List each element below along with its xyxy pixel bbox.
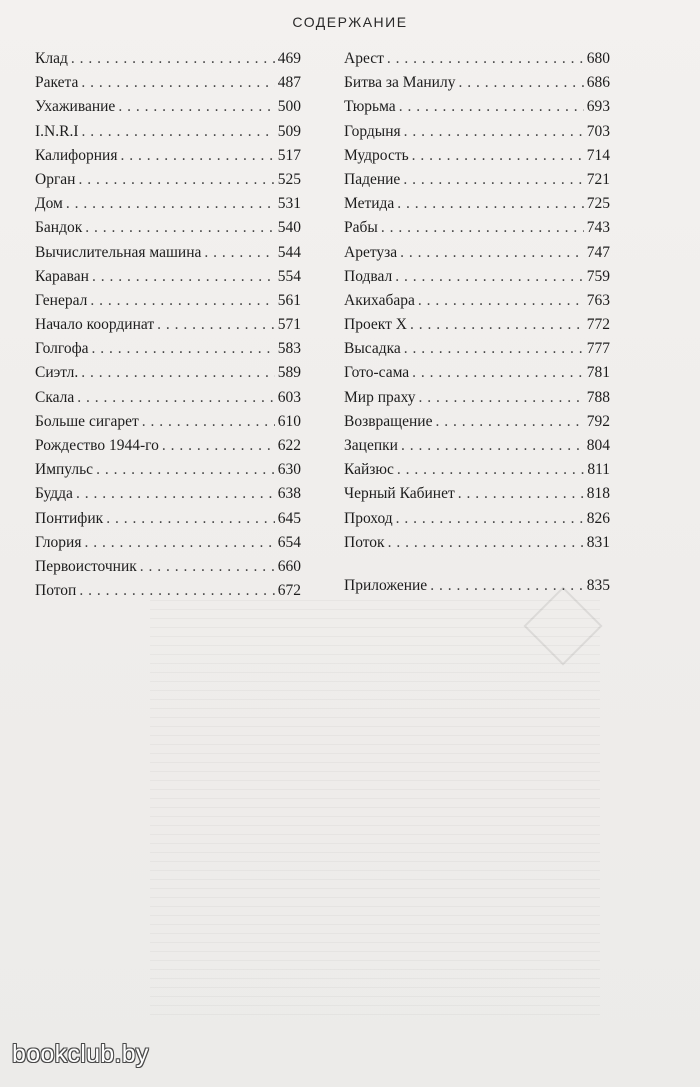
toc-entry bbox=[344, 337, 610, 361]
toc-entry-page-number: 500 bbox=[277, 98, 301, 116]
toc-entry-title: Приложение bbox=[344, 576, 428, 594]
toc-entry-title: Голгофа bbox=[35, 340, 89, 358]
toc-entry-title: Начало координат bbox=[35, 316, 155, 334]
toc-dot-leader bbox=[92, 337, 275, 361]
toc-entry-title: Первоисточник bbox=[35, 557, 137, 575]
toc-dot-leader bbox=[81, 71, 274, 95]
toc-entry bbox=[35, 555, 301, 579]
toc-entry bbox=[35, 313, 301, 337]
toc-dot-leader bbox=[81, 120, 274, 144]
toc-entry-page-number: 680 bbox=[586, 50, 610, 67]
toc-entry bbox=[35, 241, 301, 265]
toc-entry-title: Рождество 1944-го bbox=[35, 437, 159, 454]
toc-entry-page-number: 714 bbox=[586, 146, 610, 164]
toc-dot-leader bbox=[76, 482, 275, 506]
toc-dot-leader bbox=[401, 434, 584, 458]
toc-entry-page-number: 540 bbox=[277, 219, 301, 237]
toc-entry-page-number: 818 bbox=[586, 485, 610, 503]
toc-entry-title: Мудрость bbox=[344, 146, 409, 164]
toc-dot-leader bbox=[71, 47, 275, 71]
toc-entry-page-number: 509 bbox=[277, 122, 301, 140]
toc-entry-page-number: 693 bbox=[586, 98, 610, 116]
toc-entry bbox=[35, 168, 301, 192]
toc-entry-title: I.N.R.I bbox=[35, 122, 79, 140]
toc-entry bbox=[344, 361, 610, 385]
toc-entry-title: Понтифик bbox=[35, 509, 104, 527]
toc-dot-leader bbox=[397, 458, 584, 482]
toc-entry-title: Калифорния bbox=[35, 146, 118, 164]
toc-entry-title: Клад bbox=[35, 50, 68, 67]
toc-dot-leader bbox=[387, 47, 584, 71]
toc-entry bbox=[35, 434, 301, 458]
toc-entry-page-number: 703 bbox=[586, 122, 610, 140]
toc-entry bbox=[344, 47, 610, 71]
toc-entry-title: Рабы bbox=[344, 219, 378, 237]
toc-entry bbox=[35, 71, 301, 95]
toc-entry bbox=[35, 265, 301, 289]
toc-entry bbox=[35, 120, 301, 144]
toc-entry bbox=[35, 579, 301, 603]
toc-entry bbox=[35, 410, 301, 434]
toc-dot-leader bbox=[120, 144, 274, 168]
toc-entry-page-number: 763 bbox=[586, 291, 610, 309]
toc-entry-title: Акихабара bbox=[344, 291, 415, 309]
toc-dot-leader bbox=[418, 289, 584, 313]
toc-dot-leader bbox=[204, 241, 274, 265]
toc-entry-title: Черный Кабинет bbox=[344, 485, 455, 503]
toc-entry-page-number: 638 bbox=[277, 485, 301, 503]
toc-dot-leader bbox=[397, 192, 583, 216]
toc-entry-title: Поток bbox=[344, 533, 385, 551]
toc-entry-page-number: 525 bbox=[277, 170, 301, 188]
toc-entry-page-number: 788 bbox=[586, 388, 610, 406]
toc-entry-title: Гото-сама bbox=[344, 364, 410, 382]
toc-entry-title: Проход bbox=[344, 509, 393, 527]
toc-dot-leader bbox=[458, 71, 583, 95]
toc-entry bbox=[344, 192, 610, 216]
toc-entry bbox=[344, 531, 610, 555]
toc-entry-title: Сиэтл. bbox=[35, 364, 79, 382]
toc-entry-title: Орган bbox=[35, 170, 76, 188]
toc-entry bbox=[344, 410, 610, 434]
toc-entry-page-number: 654 bbox=[277, 533, 301, 551]
toc-entry-page-number: 831 bbox=[586, 533, 610, 551]
toc-entry-page-number: 660 bbox=[277, 557, 301, 575]
toc-entry-title: Больше сигарет bbox=[35, 412, 139, 430]
toc-entry bbox=[35, 458, 301, 482]
toc-entry bbox=[344, 313, 610, 337]
toc-entry-page-number: 622 bbox=[277, 437, 301, 454]
toc-entry-title: Будда bbox=[35, 485, 73, 503]
toc-entry bbox=[344, 95, 610, 119]
toc-entry bbox=[344, 289, 610, 313]
toc-dot-leader bbox=[92, 265, 275, 289]
toc-left-column bbox=[35, 47, 301, 603]
toc-entry-title: Метида bbox=[344, 195, 395, 213]
toc-dot-leader bbox=[435, 410, 583, 434]
toc-entry bbox=[344, 507, 610, 531]
toc-dot-leader bbox=[404, 120, 584, 144]
toc-heading: СОДЕРЖАНИЕ bbox=[292, 14, 408, 30]
toc-entry bbox=[344, 434, 610, 458]
toc-dot-leader bbox=[79, 579, 274, 603]
toc-entry-page-number: 777 bbox=[586, 340, 610, 358]
toc-entry bbox=[344, 265, 610, 289]
toc-dot-leader bbox=[90, 289, 274, 313]
toc-entry-page-number: 469 bbox=[277, 50, 301, 67]
toc-entry-page-number: 686 bbox=[586, 74, 610, 92]
toc-entry bbox=[344, 144, 610, 168]
toc-entry bbox=[35, 192, 301, 216]
toc-dot-leader bbox=[458, 482, 584, 506]
toc-entry-page-number: 603 bbox=[277, 388, 301, 406]
toc-entry-page-number: 772 bbox=[586, 316, 610, 334]
toc-entry-title: Высадка bbox=[344, 340, 401, 358]
toc-entry bbox=[35, 216, 301, 240]
toc-entry-title: Гордыня bbox=[344, 122, 401, 140]
toc-entry-page-number: 747 bbox=[586, 243, 610, 261]
toc-entry bbox=[35, 144, 301, 168]
toc-dot-leader bbox=[412, 361, 584, 385]
toc-entry-page-number: 721 bbox=[586, 170, 610, 188]
toc-dot-leader bbox=[81, 361, 274, 385]
toc-entry-page-number: 725 bbox=[586, 195, 610, 213]
toc-entry-page-number: 487 bbox=[277, 74, 301, 92]
toc-entry bbox=[344, 241, 610, 265]
toc-entry bbox=[344, 386, 610, 410]
toc-entry-page-number: 672 bbox=[277, 582, 301, 600]
toc-entry-title: Аретуза bbox=[344, 243, 398, 261]
toc-entry-page-number: 610 bbox=[277, 412, 301, 430]
toc-entry bbox=[344, 458, 610, 482]
toc-entry bbox=[35, 482, 301, 506]
toc-entry bbox=[35, 361, 301, 385]
toc-dot-leader bbox=[403, 168, 583, 192]
site-watermark: bookclub.by bbox=[12, 1040, 149, 1068]
toc-dot-leader bbox=[142, 410, 275, 434]
toc-entry-title: Битва за Манилу bbox=[344, 74, 456, 92]
toc-entry-title: Импульс bbox=[35, 461, 94, 479]
toc-entry bbox=[344, 71, 610, 95]
toc-entry-page-number: 531 bbox=[277, 195, 301, 213]
toc-entry bbox=[35, 386, 301, 410]
toc-entry bbox=[344, 482, 610, 506]
toc-entry bbox=[344, 574, 610, 598]
toc-entry bbox=[344, 168, 610, 192]
toc-entry-page-number: 792 bbox=[586, 412, 610, 430]
toc-entry-title: Зацепки bbox=[344, 437, 398, 454]
toc-dot-leader bbox=[381, 216, 584, 240]
toc-entry bbox=[35, 47, 301, 71]
toc-entry-title: Арест bbox=[344, 50, 384, 67]
toc-entry-title: Потоп bbox=[35, 582, 77, 600]
toc-entry-title: Проект Х bbox=[344, 316, 407, 334]
toc-entry-page-number: 826 bbox=[586, 509, 610, 527]
toc-entry-page-number: 804 bbox=[586, 437, 610, 454]
toc-entry-title: Падение bbox=[344, 170, 401, 188]
toc-dot-leader bbox=[404, 337, 584, 361]
toc-dot-leader bbox=[157, 313, 275, 337]
toc-entry-title: Генерал bbox=[35, 291, 88, 309]
toc-dot-leader bbox=[430, 574, 584, 598]
toc-entry bbox=[35, 507, 301, 531]
toc-dot-leader bbox=[66, 192, 275, 216]
toc-right-column bbox=[344, 47, 610, 598]
toc-entry-page-number: 645 bbox=[277, 509, 301, 527]
toc-dot-leader bbox=[388, 531, 584, 555]
toc-dot-leader bbox=[84, 531, 274, 555]
toc-entry-page-number: 781 bbox=[586, 364, 610, 382]
toc-entry-title: Ракета bbox=[35, 74, 79, 92]
toc-entry-title: Подвал bbox=[344, 267, 393, 285]
toc-entry-title: Мир праху bbox=[344, 388, 416, 406]
toc-dot-leader bbox=[162, 434, 275, 458]
toc-entry bbox=[35, 289, 301, 313]
toc-entry-page-number: 835 bbox=[586, 576, 610, 594]
toc-entry-title: Кайзюс bbox=[344, 461, 394, 479]
toc-entry-page-number: 554 bbox=[277, 267, 301, 285]
toc-entry bbox=[344, 120, 610, 144]
toc-entry-title: Возвращение bbox=[344, 412, 433, 430]
toc-entry-title: Караван bbox=[35, 267, 89, 285]
toc-dot-leader bbox=[106, 507, 275, 531]
toc-dot-leader bbox=[412, 144, 584, 168]
toc-entry-title: Вычислительная машина bbox=[35, 243, 202, 261]
toc-spacer bbox=[344, 555, 610, 574]
toc-dot-leader bbox=[96, 458, 275, 482]
toc-entry-page-number: 811 bbox=[587, 461, 610, 479]
toc-entry-title: Глория bbox=[35, 533, 82, 551]
toc-entry-page-number: 743 bbox=[586, 219, 610, 237]
toc-entry-page-number: 517 bbox=[277, 146, 301, 164]
toc-dot-leader bbox=[85, 216, 275, 240]
toc-dot-leader bbox=[396, 507, 584, 531]
toc-entry-page-number: 544 bbox=[277, 243, 301, 261]
toc-dot-leader bbox=[419, 386, 584, 410]
toc-entry-title: Ухаживание bbox=[35, 98, 116, 116]
toc-dot-leader bbox=[140, 555, 275, 579]
toc-entry-title: Дом bbox=[35, 195, 63, 213]
reverse-side-bleed-through bbox=[150, 600, 600, 1020]
toc-dot-leader bbox=[118, 95, 274, 119]
toc-dot-leader bbox=[399, 95, 584, 119]
toc-dot-leader bbox=[410, 313, 584, 337]
toc-entry-page-number: 561 bbox=[277, 291, 301, 309]
toc-entry bbox=[35, 95, 301, 119]
toc-entry bbox=[344, 216, 610, 240]
toc-entry bbox=[35, 531, 301, 555]
toc-dot-leader bbox=[77, 386, 274, 410]
toc-entry-page-number: 583 bbox=[277, 340, 301, 358]
toc-dot-leader bbox=[400, 241, 584, 265]
toc-entry-title: Тюрьма bbox=[344, 98, 396, 116]
toc-entry-title: Скала bbox=[35, 388, 75, 406]
toc-dot-leader bbox=[78, 168, 274, 192]
toc-entry bbox=[35, 337, 301, 361]
toc-entry-page-number: 759 bbox=[586, 267, 610, 285]
toc-entry-page-number: 571 bbox=[277, 316, 301, 334]
toc-dot-leader bbox=[395, 265, 584, 289]
toc-entry-title: Бандок bbox=[35, 219, 83, 237]
toc-entry-page-number: 589 bbox=[277, 364, 301, 382]
toc-entry-page-number: 630 bbox=[277, 461, 301, 479]
